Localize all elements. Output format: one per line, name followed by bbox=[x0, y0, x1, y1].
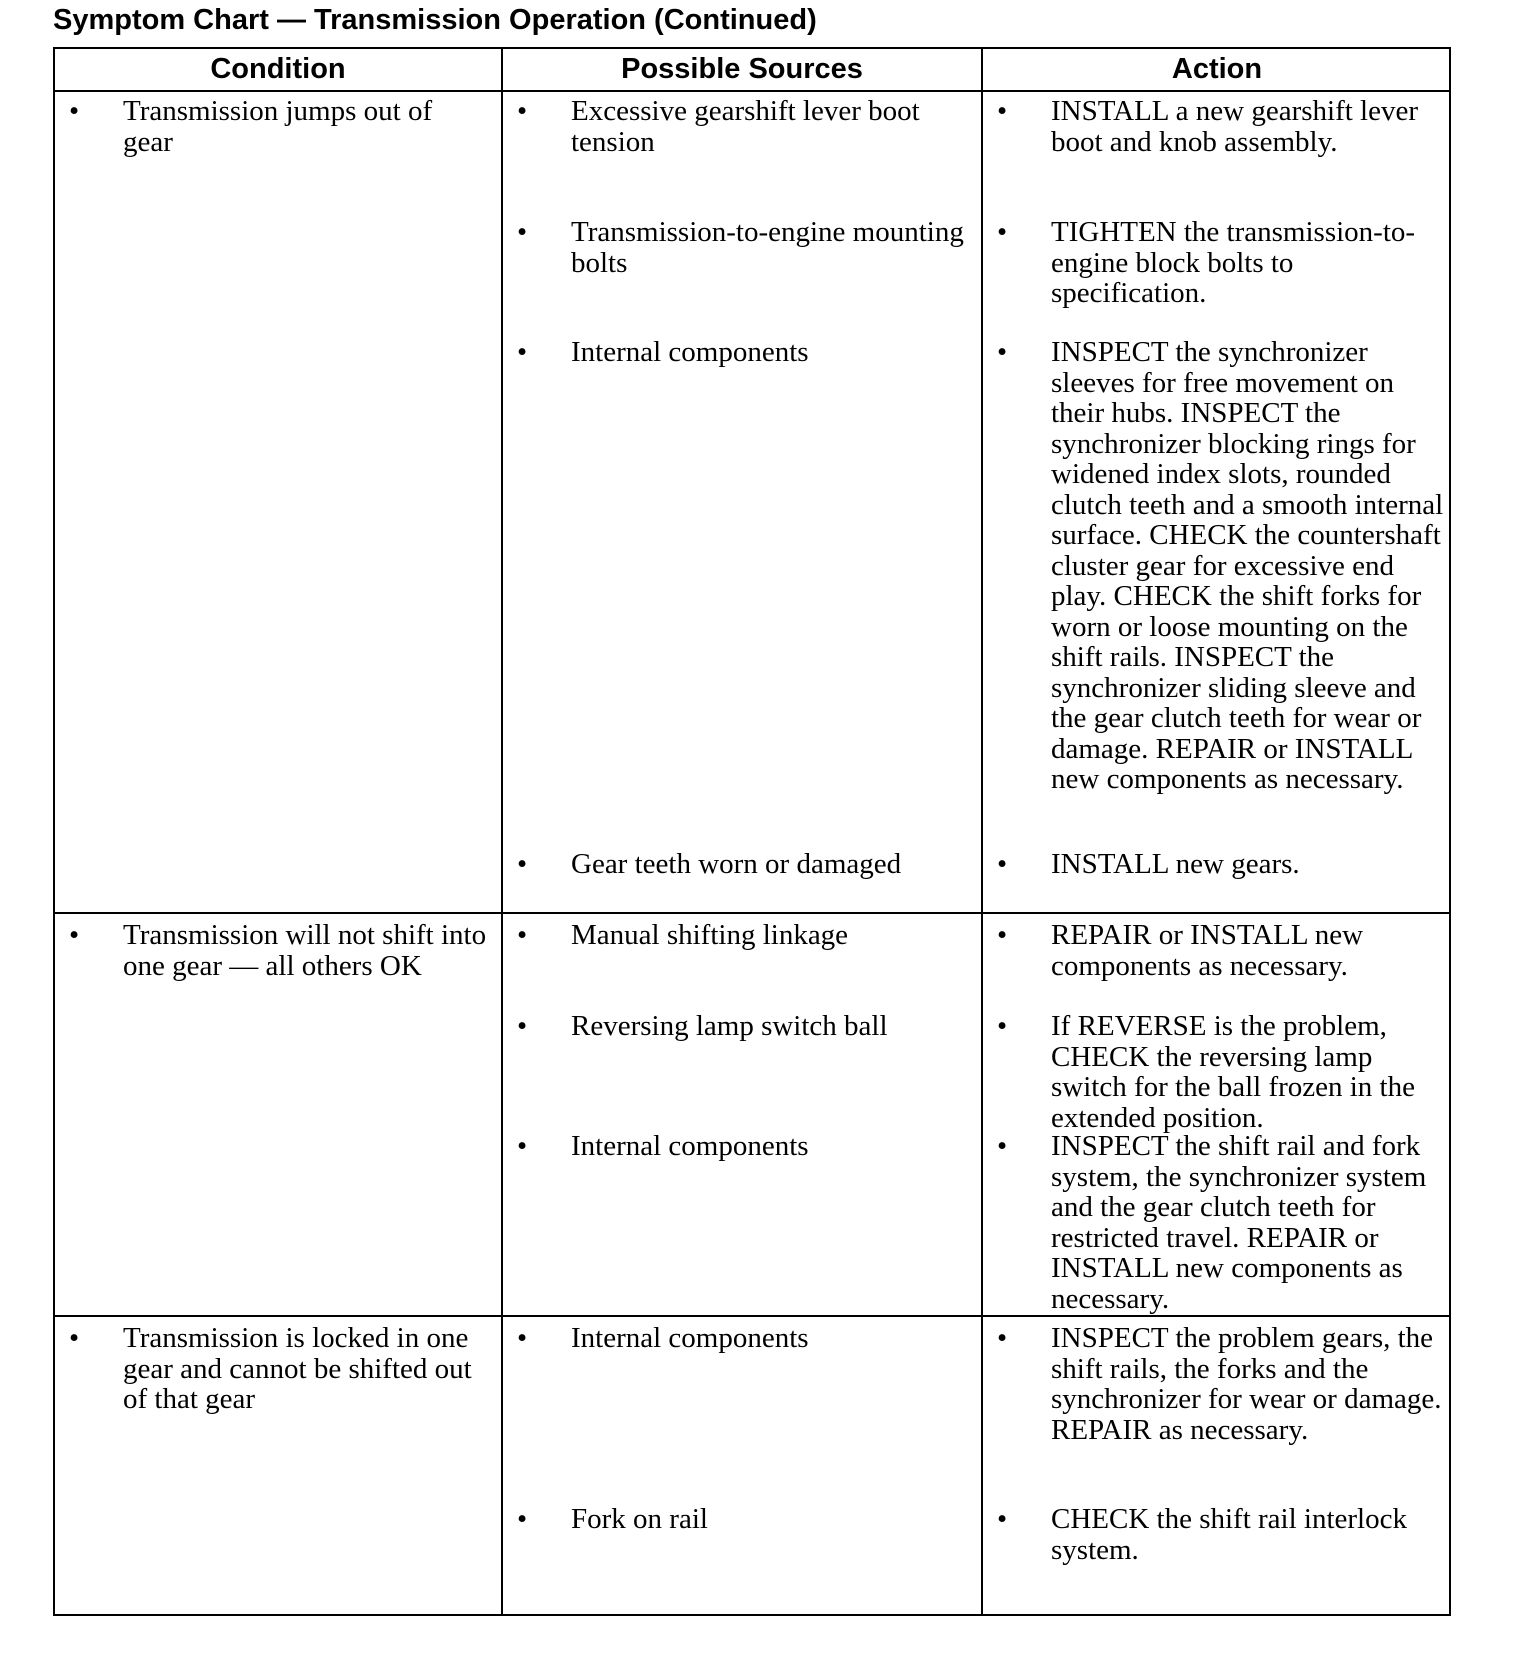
action-text: REPAIR or INSTALL new components as necessary. bbox=[1051, 919, 1364, 982]
action-text: INSPECT the synchronizer sleeves for free movement on their hubs. INSPECT the synchronizer blocking rings for widened index slots, rounded clutch teeth and a smooth internal surface. CHECK the countershaft cluster gear for excessive end play. CHECK the shift forks for worn or loose mounting on the shift rails. INSPECT the synchronizer sliding sleeve and the gear clutch teeth for wear or damage. REPAIR or INSTALL new components as necessary. bbox=[1051, 336, 1444, 795]
action-text: INSTALL new gears. bbox=[1051, 848, 1300, 880]
source-cell bbox=[517, 849, 977, 880]
condition-cell bbox=[69, 96, 489, 157]
source-text: Fork on rail bbox=[571, 1503, 708, 1535]
source-cell bbox=[517, 217, 977, 278]
row-divider bbox=[55, 912, 1449, 914]
source-cell bbox=[517, 1323, 977, 1354]
header-divider bbox=[55, 90, 1449, 92]
bullet: • bbox=[69, 95, 80, 127]
bullet: • bbox=[517, 919, 528, 951]
bullet: • bbox=[517, 1010, 528, 1042]
condition-cell bbox=[69, 920, 489, 981]
source-text: Internal components bbox=[571, 1130, 809, 1162]
source-text: Reversing lamp switch ball bbox=[571, 1010, 888, 1042]
page-title: Symptom Chart — Transmission Operation (Continued) bbox=[53, 4, 817, 36]
condition-text: Transmission will not shift into one gear — all others OK bbox=[123, 919, 487, 982]
source-cell bbox=[517, 337, 977, 368]
source-text: Excessive gearshift lever boot tension bbox=[571, 95, 920, 158]
bullet: • bbox=[997, 1130, 1008, 1162]
source-cell bbox=[517, 920, 977, 951]
source-text: Internal components bbox=[571, 336, 809, 368]
bullet: • bbox=[517, 216, 528, 248]
header-action: Action bbox=[1171, 53, 1263, 85]
action-cell bbox=[997, 337, 1447, 795]
header-possible-sources: Possible Sources bbox=[621, 53, 863, 85]
bullet: • bbox=[517, 848, 528, 880]
action-cell bbox=[997, 96, 1447, 157]
bullet: • bbox=[997, 1010, 1008, 1042]
action-text: INSTALL a new gearshift lever boot and knob assembly. bbox=[1051, 95, 1419, 158]
action-text: INSPECT the problem gears, the shift rails, the forks and the synchronizer for wear or damage. REPAIR as necessary. bbox=[1051, 1322, 1442, 1446]
column-divider bbox=[981, 49, 983, 1614]
bullet: • bbox=[997, 1322, 1008, 1354]
bullet: • bbox=[997, 336, 1008, 368]
bullet: • bbox=[997, 1503, 1008, 1535]
bullet: • bbox=[69, 919, 80, 951]
action-text: INSPECT the shift rail and fork system, the synchronizer system and the gear clutch teeth for restricted travel. REPAIR or INSTALL new components as necessary. bbox=[1051, 1130, 1427, 1315]
condition-cell bbox=[69, 1323, 489, 1415]
source-cell bbox=[517, 1131, 977, 1162]
source-text: Internal components bbox=[571, 1322, 809, 1354]
bullet: • bbox=[517, 95, 528, 127]
bullet: • bbox=[997, 848, 1008, 880]
header-condition: Condition bbox=[210, 53, 346, 85]
condition-text: Transmission is locked in one gear and cannot be shifted out of that gear bbox=[123, 1322, 472, 1415]
action-cell bbox=[997, 1011, 1447, 1133]
bullet: • bbox=[517, 336, 528, 368]
action-cell bbox=[997, 1131, 1447, 1314]
action-text: CHECK the shift rail interlock system. bbox=[1051, 1503, 1407, 1566]
source-text: Transmission-to-engine mounting bolts bbox=[571, 216, 964, 279]
action-cell bbox=[997, 217, 1447, 309]
action-cell bbox=[997, 920, 1447, 981]
symptom-chart-table bbox=[53, 47, 1451, 1616]
bullet: • bbox=[517, 1322, 528, 1354]
bullet: • bbox=[517, 1130, 528, 1162]
source-text: Gear teeth worn or damaged bbox=[571, 848, 902, 880]
row-divider bbox=[55, 1315, 1449, 1317]
source-text: Manual shifting linkage bbox=[571, 919, 849, 951]
bullet: • bbox=[997, 216, 1008, 248]
column-divider bbox=[501, 49, 503, 1614]
bullet: • bbox=[517, 1503, 528, 1535]
bullet: • bbox=[69, 1322, 80, 1354]
action-text: If REVERSE is the problem, CHECK the reversing lamp switch for the ball frozen in the extended position. bbox=[1051, 1010, 1415, 1134]
action-cell bbox=[997, 849, 1447, 880]
bullet: • bbox=[997, 919, 1008, 951]
condition-text: Transmission jumps out of gear bbox=[123, 95, 433, 158]
action-cell bbox=[997, 1504, 1447, 1565]
source-cell bbox=[517, 1504, 977, 1535]
bullet: • bbox=[997, 95, 1008, 127]
source-cell bbox=[517, 1011, 977, 1042]
action-cell bbox=[997, 1323, 1447, 1445]
action-text: TIGHTEN the transmission-to-engine block bolts to specification. bbox=[1051, 216, 1416, 309]
source-cell bbox=[517, 96, 977, 157]
